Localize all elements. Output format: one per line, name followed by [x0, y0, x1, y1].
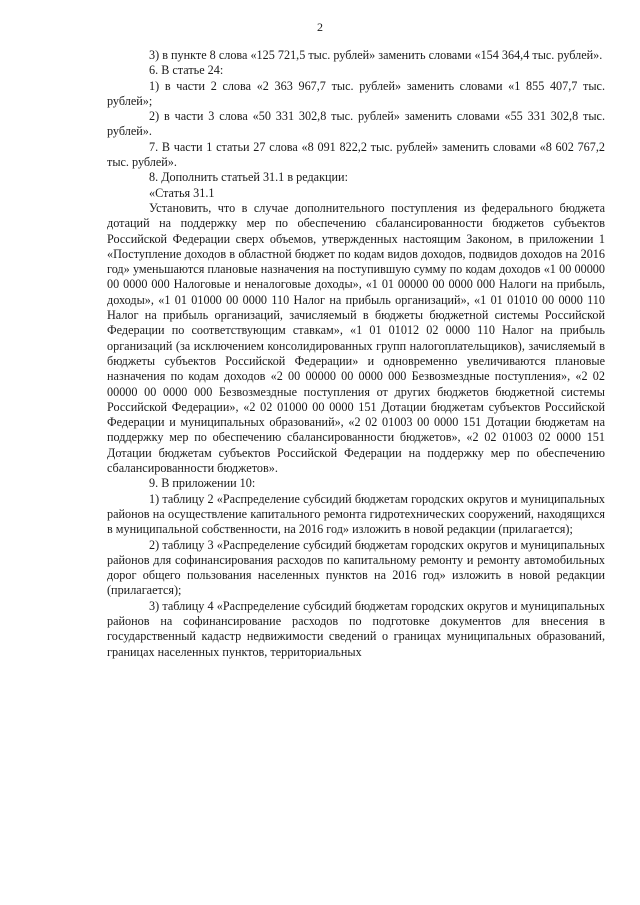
document-body — [107, 48, 605, 660]
paragraph: 2) таблицу 3 «Распределение субсидий бюджетам городских округов и муниципальных районов для софинансирования расходов по капитальному ремонту и ремонту автомобильных дорог общего пользования населенных пунктов на 2016 год» изложить в новой редакции (прилагается); — [107, 537, 605, 598]
paragraph: 7. В части 1 статьи 27 слова «8 091 822,2 тыс. рублей» заменить словами «8 602 767,2 тыс. рублей». — [107, 139, 605, 170]
paragraph: 9. В приложении 10: — [149, 476, 256, 491]
paragraph: 1) в части 2 слова «2 363 967,7 тыс. рублей» заменить словами «1 855 407,7 тыс. рублей»; — [107, 78, 605, 108]
page-number: 2 — [317, 20, 323, 34]
paragraph: Установить, что в случае дополнительного поступления из федерального бюджета дотаций на поддержку мер по обеспечению сбалансированности бюджетов субъектов Российской Федерации сверх объемов, утвержденных настоящим Законом, в приложении 1 «Поступление доходов в областной бюджет по кодам видов доходов, подвидов доходов на 2016 год» уменьшаются плановые назначения на поступившую сумму по кодам доходов «1 00 00000 00 0000 000 Налоговые и неналоговые доходы», «1 01 00000 00 0000 000 Налоги на прибыль, доходы», «1 01 01000 00 0000 110 Налог на прибыль организаций», «1 01 01010 00 0000 110 Налог на прибыль организаций, зачисляемый в бюджеты бюджетной системы Российской Федерации по соответствующим ставкам», «1 01 01012 02 0000 110 Налог на прибыль организаций (за исключением консолидированных групп налогоплательщиков), зачисляемый в бюджеты субъектов Российской Федерации» и одновременно увеличиваются плановые назначения по кодам доходов «2 00 00000 00 0000 000 Безвозмездные поступления», «2 02 00000 00 0000 000 Безвозмездные поступления от других бюджетов бюджетной системы Российской Федерации», «2 02 01000 00 0000 151 Дотации бюджетам субъектов Российской Федерации и муниципальных образований», «2 02 01003 00 0000 151 Дотации бюджетам на поддержку мер по обеспечению сбалансированности бюджетов», «2 02 01003 02 0000 151 Дотации бюджетам субъектов Российской Федерации на поддержку мер по обеспечению сбалансированности бюджетов». — [107, 200, 605, 476]
paragraph: 3) в пункте 8 слова «125 721,5 тыс. рублей» заменить словами «154 364,4 тыс. рублей». — [149, 48, 603, 62]
paragraph: 1) таблицу 2 «Распределение субсидий бюджетам городских округов и муниципальных районов на осуществление капитального ремонта гидротехнических сооружений, находящихся в муниципальной собственности, на 2016 год» изложить в новой редакции (прилагается); — [107, 491, 605, 537]
article-heading: «Статья 31.1 — [149, 185, 215, 200]
paragraph: 2) в части 3 слова «50 331 302,8 тыс. рублей» заменить словами «55 331 302,8 тыс. рублей». — [107, 109, 605, 139]
paragraph: 6. В статье 24: — [149, 63, 224, 78]
paragraph: 3) таблицу 4 «Распределение субсидий бюджетам городских округов и муниципальных районов на софинансирование расходов по подготовке документов для внесения в государственный кадастр недвижимости сведений о границах муниципальных образований, границах населенных пунктов, территориальных — [107, 598, 605, 659]
paragraph: 8. Дополнить статьей 31.1 в редакции: — [149, 170, 348, 185]
